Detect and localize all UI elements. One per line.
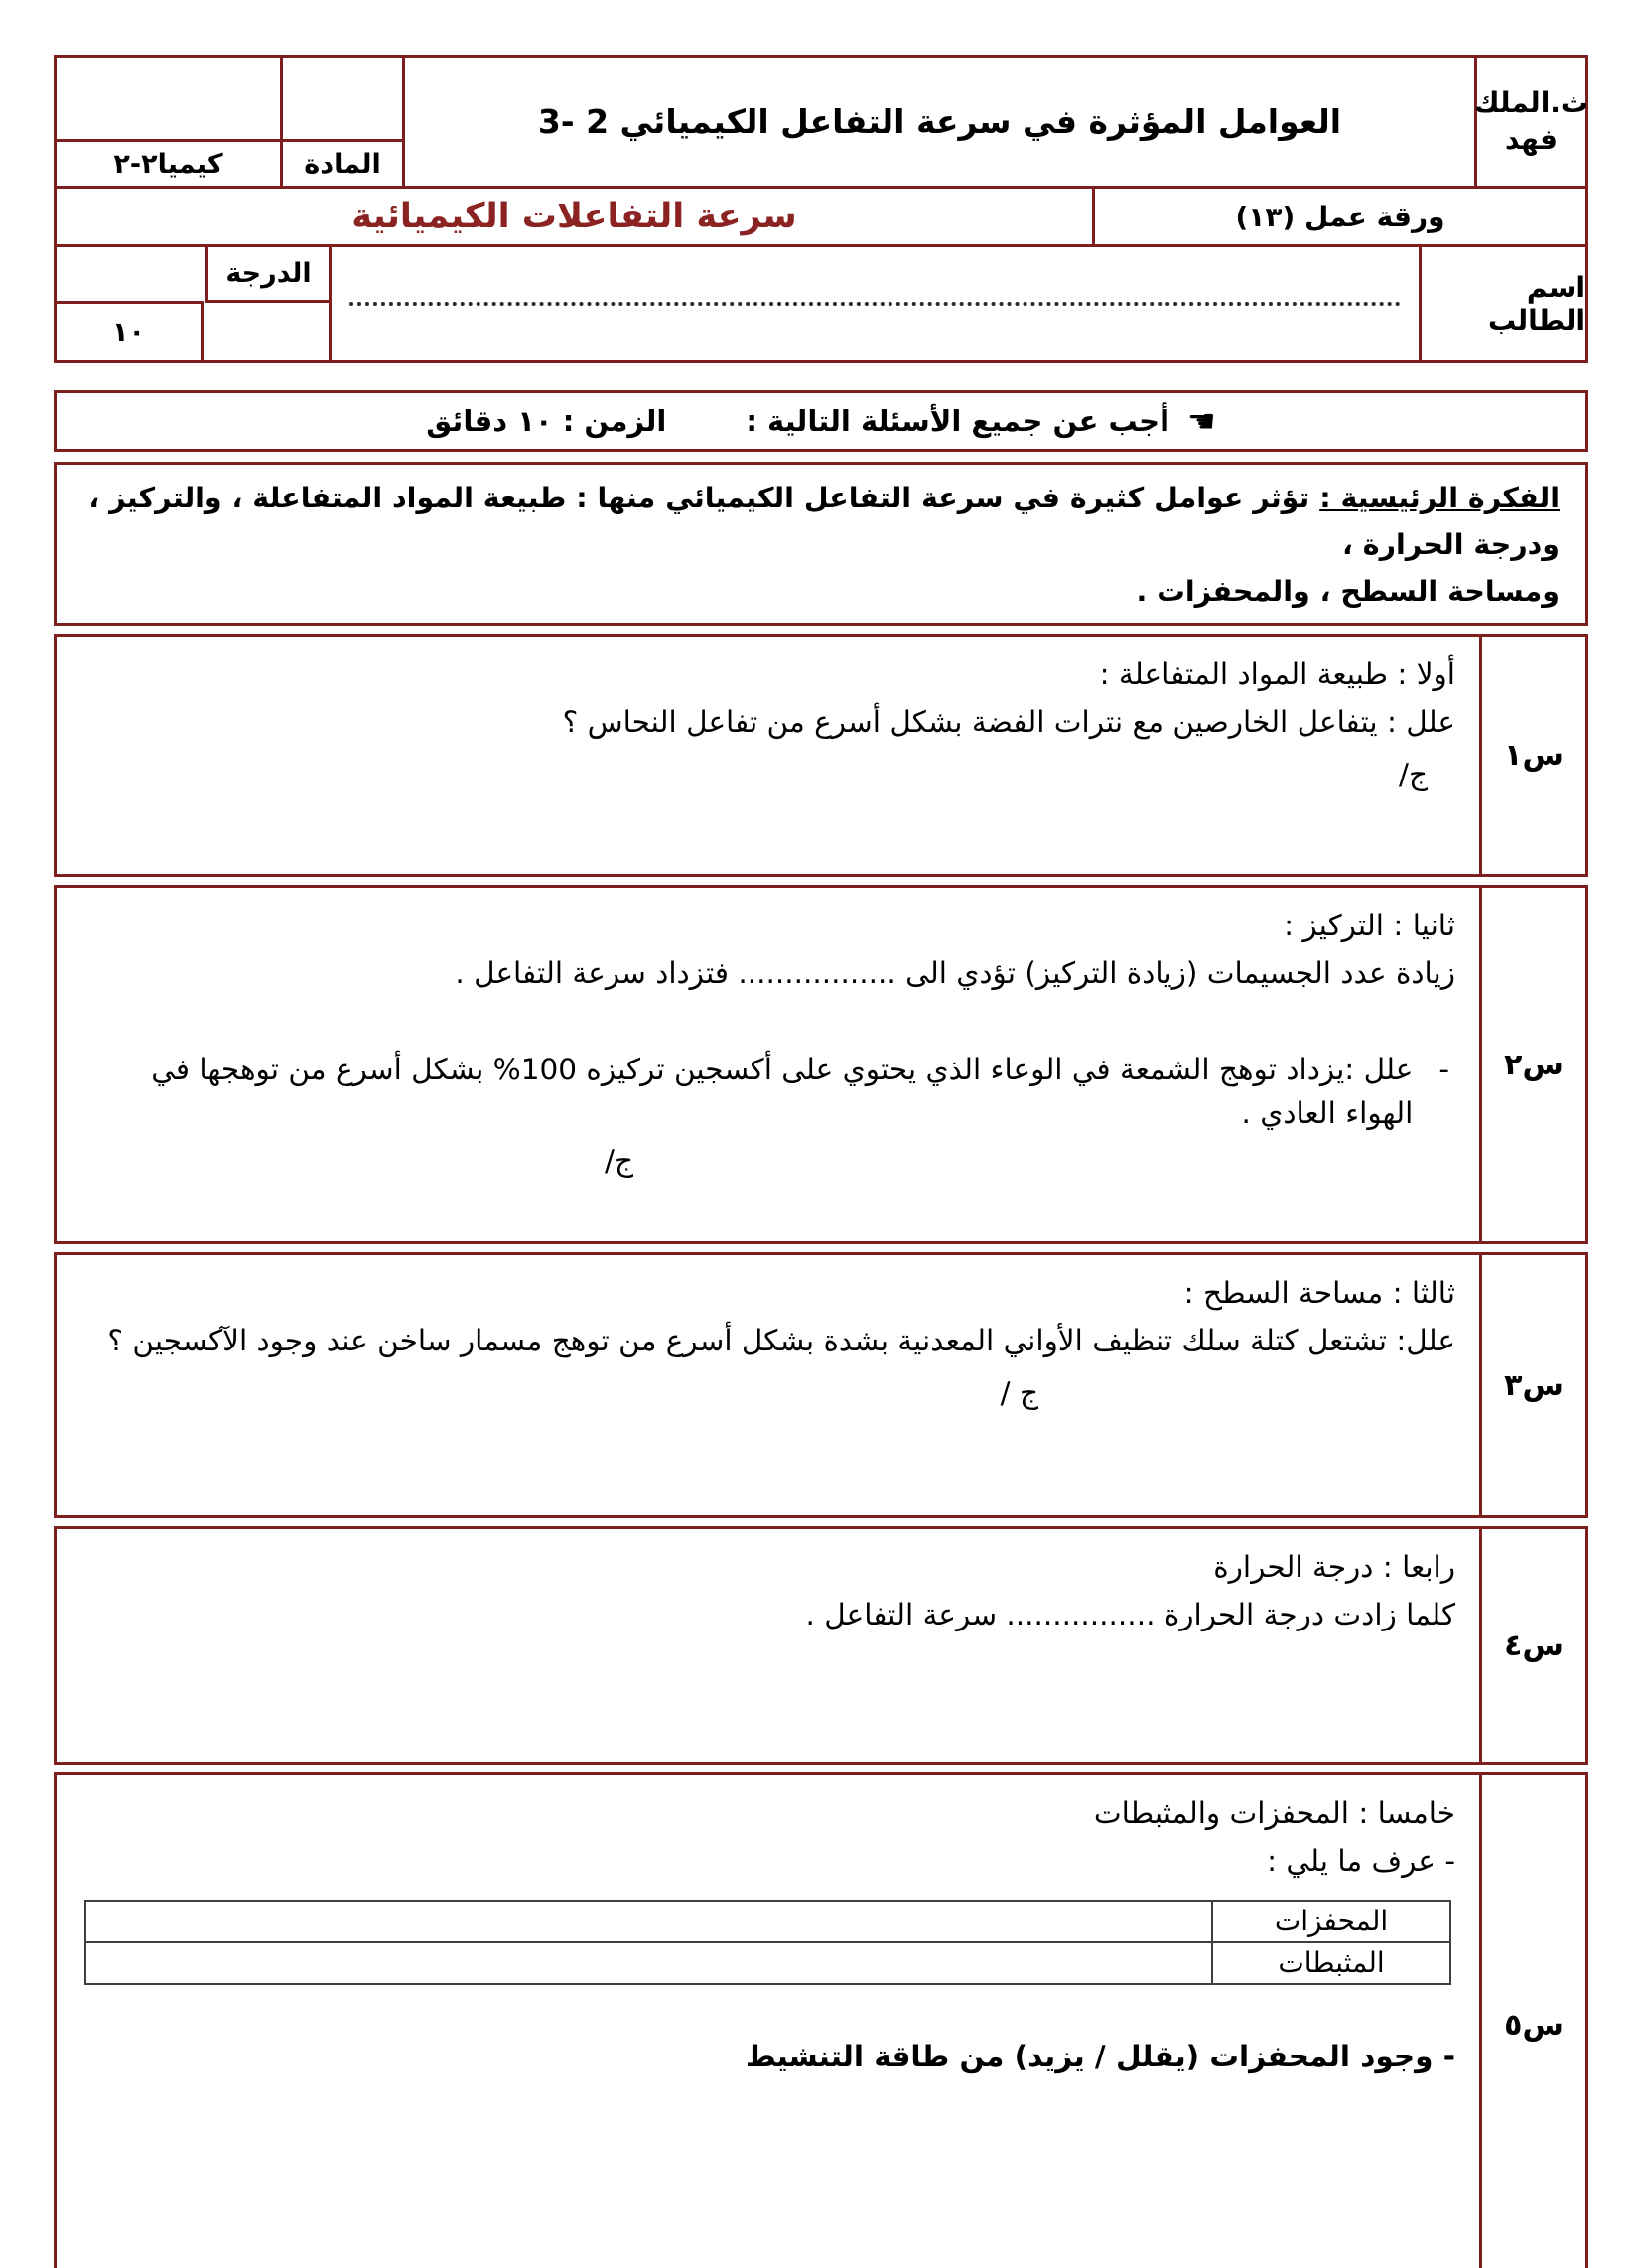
question-number: س١ [1479,637,1585,874]
main-idea-label: الفكرة الرئيسية : [1319,482,1560,514]
fill-blank-line: كلما زادت درجة الحرارة ................ سرعة التفاعل . [805,1598,1455,1632]
subject-label-column [280,58,402,186]
definitions-table [84,1900,1451,1985]
definition-term: المثبطات [1211,1941,1451,1985]
subject-value-column [57,58,280,186]
question-section-3 [54,1252,1588,1518]
question-body: علل :يزداد توهج الشمعة في الوعاء الذي يحتوي على أكسجين تركيزه 100% بشكل أسرع من توهجها في الهواء العادي . [151,1052,1414,1130]
school-name-cell: ث.الملك فهد [1474,58,1585,186]
question-section-4 [54,1526,1588,1765]
answer-label: ج/ [605,1144,633,1179]
question-content [57,1775,1479,2268]
question-section-2 [54,885,1588,1244]
main-idea-line1 [82,475,1560,568]
question-section-5 [54,1772,1588,2268]
header-worksheet-row [54,186,1588,247]
question-heading: أولا : طبيعة المواد المتفاعلة : [1099,657,1455,692]
definition-row [84,1941,1451,1985]
question-number: س٥ [1479,1775,1585,2268]
question-subheading: - عرف ما يلي : [1267,1844,1455,1879]
question-body: علل: تشتعل كتلة سلك تنظيف الأواني المعدنية بشدة بشكل أسرع من توهج مسمار ساخن عند وجود الآكسجين ؟ [107,1324,1455,1358]
definition-answer-area [84,1900,1211,1943]
question-body: علل : يتفاعل الخارصين مع نترات الفضة بشكل أسرع من تفاعل النحاس ؟ [562,705,1455,740]
answer-label: ج / [1000,1375,1038,1410]
instruction-text: أجب عن جميع الأسئلة التالية : [746,404,1170,438]
question-content [57,637,1479,874]
header-top-row [54,55,1588,189]
question-section-1 [54,634,1588,877]
subject-label: المادة [304,148,381,180]
worksheet-title: سرعة التفاعلات الكيميائية [351,197,797,236]
main-idea-box [54,462,1588,626]
definition-answer-area [84,1941,1211,1985]
lesson-title: العوامل المؤثرة في سرعة التفاعل الكيميائي 2 -3 [402,58,1474,186]
definition-term: المحفزات [1211,1900,1451,1943]
question-heading: خامسا : المحفزات والمثبطات [1093,1796,1455,1831]
answer-label: ج/ [1399,757,1428,791]
catalyst-note-line: - وجود المحفزات (يقلل / يزيد) من طاقة التنشيط [746,2039,1455,2073]
empty-cell [57,58,280,142]
grade-value: ١٠ [57,301,204,360]
student-name-label: اسم الطالب [1419,247,1585,360]
question-number: س٢ [1479,888,1585,1241]
question-heading: ثانيا : التركيز : [1284,909,1455,943]
student-name-dotted-line [349,302,1401,306]
question-heading: ثالثا : مساحة السطح : [1183,1276,1455,1311]
pointing-hand-icon: ☚ [1187,402,1216,440]
worksheet-number: ورقة عمل (١٣) [1092,189,1585,244]
grade-label: الدرجة [205,247,329,303]
instruction-prompt-group [746,402,1215,440]
question-content [57,1255,1479,1515]
empty-cell [283,58,402,142]
question-bullet-row [80,1048,1455,1136]
main-idea-text: تؤثر عوامل كثيرة في سرعة التفاعل الكيميائي منها : طبيعة المواد المتفاعلة ، والتركيز ، ودرجة الحرارة ، [88,482,1560,562]
question-heading: رابعا : درجة الحرارة [1213,1550,1455,1585]
definition-row [84,1900,1451,1943]
student-info-row [54,244,1588,363]
question-number: س٤ [1479,1529,1585,1762]
time-limit: الزمن : ١٠ دقائق [426,404,667,438]
grade-box [57,247,329,360]
question-content [57,1529,1479,1762]
question-content [57,888,1479,1241]
instruction-bar [54,390,1588,452]
student-name-field [329,247,1419,360]
fill-blank-line: زيادة عدد الجسيمات (زيادة التركيز) تؤدي الى ................. فتزداد سرعة التفاعل . [455,956,1455,991]
bullet-dash: - [1438,1052,1449,1086]
question-number: س٣ [1479,1255,1585,1515]
subject-value: كيميا٢-٢ [113,148,223,180]
main-idea-line2: ومساحة السطح ، والمحفزات . [1136,575,1560,609]
